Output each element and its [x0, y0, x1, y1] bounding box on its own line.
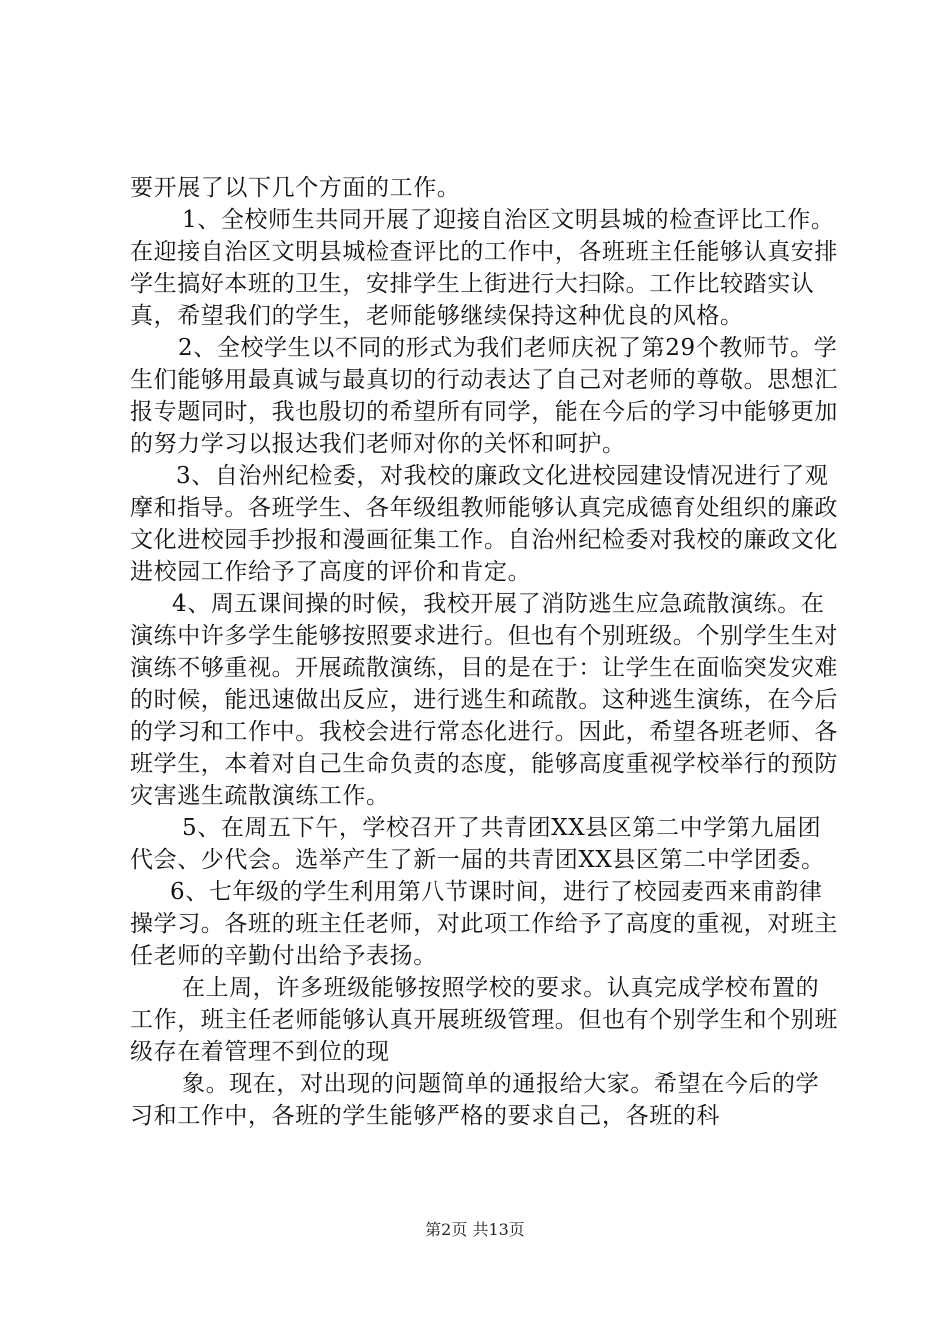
paragraph-item-6: 6、七年级的学生利用第八节课时间，进行了校园麦西来甫韵律操学习。各班的班主任老师，对此项工作给予了高度的重视，对班主任老师的辛勤付出给予表扬。	[130, 879, 838, 969]
paragraph-item-5: 5、在周五下午，学校召开了共青团XX县区第二中学第九届团代会、少代会。选举产生了新一届的共青团XX县区第二中学团委。	[130, 815, 825, 873]
paragraph-item-2: 2、全校学生以不同的形式为我们老师庆祝了第29个教师节。学生们能够用最真诚与最真切的行动表达了自己对老师的尊敬。思想汇报专题同时，我也殷切的希望所有同学，能在今后的学习中能够更加的努力学习以报达我们老师对你的关怀和呵护。	[130, 335, 838, 457]
page-number-footer: 第2页 共13页	[425, 1220, 525, 1239]
paragraph-intro-continuation: 要开展了以下几个方面的工作。	[130, 175, 461, 201]
paragraph-item-3: 3、自治州纪检委，对我校的廉政文化进校园建设情况进行了观摩和指导。各班学生、各年级组教师能够认真完成德育处组织的廉政文化进校园手抄报和漫画征集工作。自治州纪检委对我校的廉政文化进校园工作给予了高度的评价和肯定。	[130, 463, 838, 585]
paragraph-notice-continuation: 象。现在，对出现的问题简单的通报给大家。希望在今后的学习和工作中，各班的学生能够严格的要求自己，各班的科	[130, 1071, 820, 1129]
paragraph-item-4: 4、周五课间操的时候，我校开展了消防逃生应急疏散演练。在演练中许多学生能够按照要求进行。但也有个别班级。个别学生生对演练不够重视。开展疏散演练，目的是在于：让学生在面临突发灾难的时候，能迅速做出反应，进行逃生和疏散。这种逃生演练，在今后的学习和工作中。我校会进行常态化进行。因此，希望各班老师、各班学生，本着对自己生命负责的态度，能够高度重视学校举行的预防灾害逃生疏散演练工作。	[130, 591, 838, 809]
paragraph-item-1: 1、全校师生共同开展了迎接自治区文明县城的检查评比工作。在迎接自治区文明县城检查评比的工作中，各班班主任能够认真安排学生搞好本班的卫生，安排学生上街进行大扫除。工作比较踏实认真，希望我们的学生，老师能够继续保持这种优良的风格。	[130, 207, 838, 329]
paragraph-last-week-summary: 在上周，许多班级能够按照学校的要求。认真完成学校布置的工作，班主任老师能够认真开展班级管理。但也有个别学生和个别班级存在着管理不到位的现	[130, 975, 838, 1065]
document-body	[130, 172, 840, 1132]
